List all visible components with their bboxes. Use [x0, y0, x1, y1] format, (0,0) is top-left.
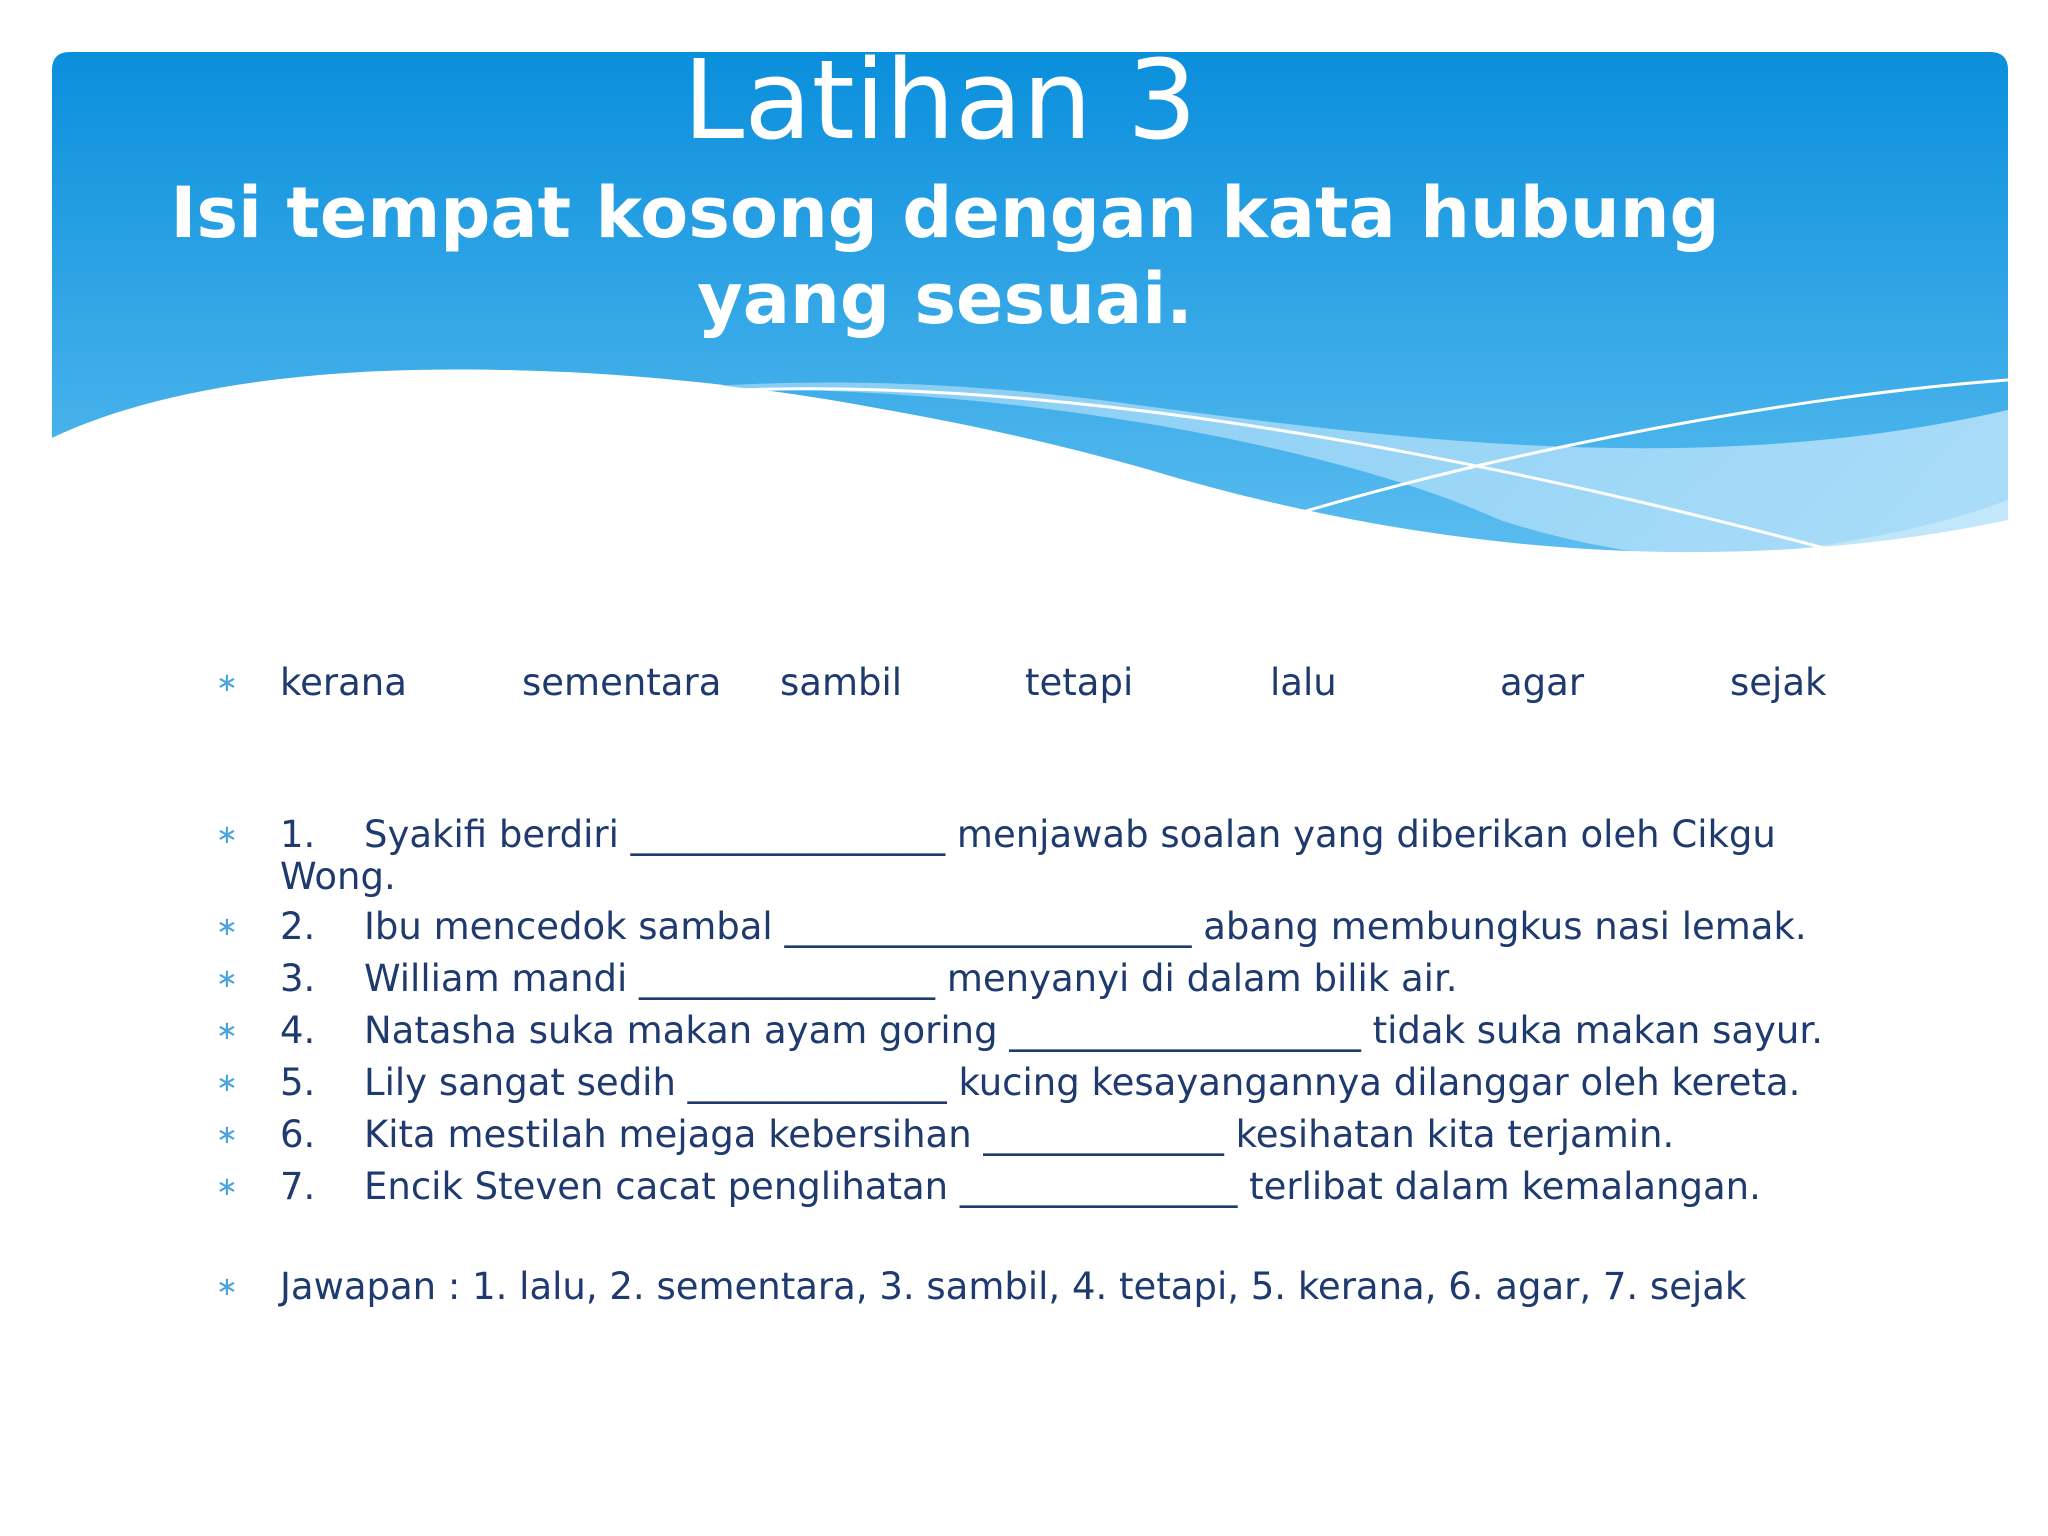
word-bank: [0, 662, 2048, 704]
question-text: Encik Steven cacat penglihatan _______________ terlibat dalam kemalangan.: [364, 1165, 1761, 1208]
question-text: Syakifi berdiri _________________ menjawab soalan yang diberikan oleh Cikgu: [364, 813, 1776, 856]
question-text: Ibu mencedok sambal ______________________ abang membungkus nasi lemak.: [364, 905, 1807, 948]
bullet-icon: ∗: [216, 668, 238, 698]
question-number: 2.: [280, 905, 316, 948]
bullet-icon: ∗: [216, 1172, 238, 1202]
bullet-icon: ∗: [216, 912, 238, 942]
word-bank-item: agar: [1500, 661, 1585, 704]
question-item: [280, 906, 1807, 948]
bullet-icon: ∗: [216, 1272, 238, 1302]
question-item: [280, 958, 1458, 1000]
question-item: [280, 1010, 1823, 1052]
question-text: Kita mestilah mejaga kebersihan _____________ kesihatan kita terjamin.: [364, 1113, 1675, 1156]
word-bank-item: tetapi: [1025, 661, 1134, 704]
bullet-icon: ∗: [216, 1120, 238, 1150]
bullet-icon: ∗: [216, 1068, 238, 1098]
question-text: Lily sangat sedih ______________ kucing kesayangannya dilanggar oleh kereta.: [364, 1061, 1801, 1104]
question-number: 3.: [280, 957, 316, 1000]
slide-title: Latihan 3: [682, 36, 1198, 164]
word-bank-item: sejak: [1730, 661, 1827, 704]
word-bank-item: kerana: [280, 661, 407, 704]
question-number: 1.: [280, 813, 316, 856]
question-item: [280, 1062, 1800, 1104]
question-text-continuation: Wong.: [280, 855, 396, 898]
slide-subtitle: Isi tempat kosong dengan kata hubung yang sesuai.: [170, 172, 1720, 340]
question-number: 6.: [280, 1113, 316, 1156]
word-bank-item: lalu: [1270, 661, 1337, 704]
bullet-icon: ∗: [216, 1016, 238, 1046]
question-item: [280, 1166, 1761, 1208]
question-item: [280, 1114, 1674, 1156]
bullet-icon: ∗: [216, 964, 238, 994]
question-text: Natasha suka makan ayam goring ___________________ tidak suka makan sayur.: [364, 1009, 1823, 1052]
question-number: 7.: [280, 1165, 316, 1208]
bullet-icon: ∗: [216, 820, 238, 850]
word-bank-item: sambil: [780, 661, 903, 704]
word-bank-item: sementara: [522, 661, 722, 704]
question-number: 5.: [280, 1061, 316, 1104]
question-text: William mandi ________________ menyanyi di dalam bilik air.: [364, 957, 1458, 1000]
question-number: 4.: [280, 1009, 316, 1052]
question-item: [280, 814, 1776, 856]
answer-key: Jawapan : 1. lalu, 2. sementara, 3. sambil, 4. tetapi, 5. kerana, 6. agar, 7. sejak: [280, 1265, 1747, 1308]
